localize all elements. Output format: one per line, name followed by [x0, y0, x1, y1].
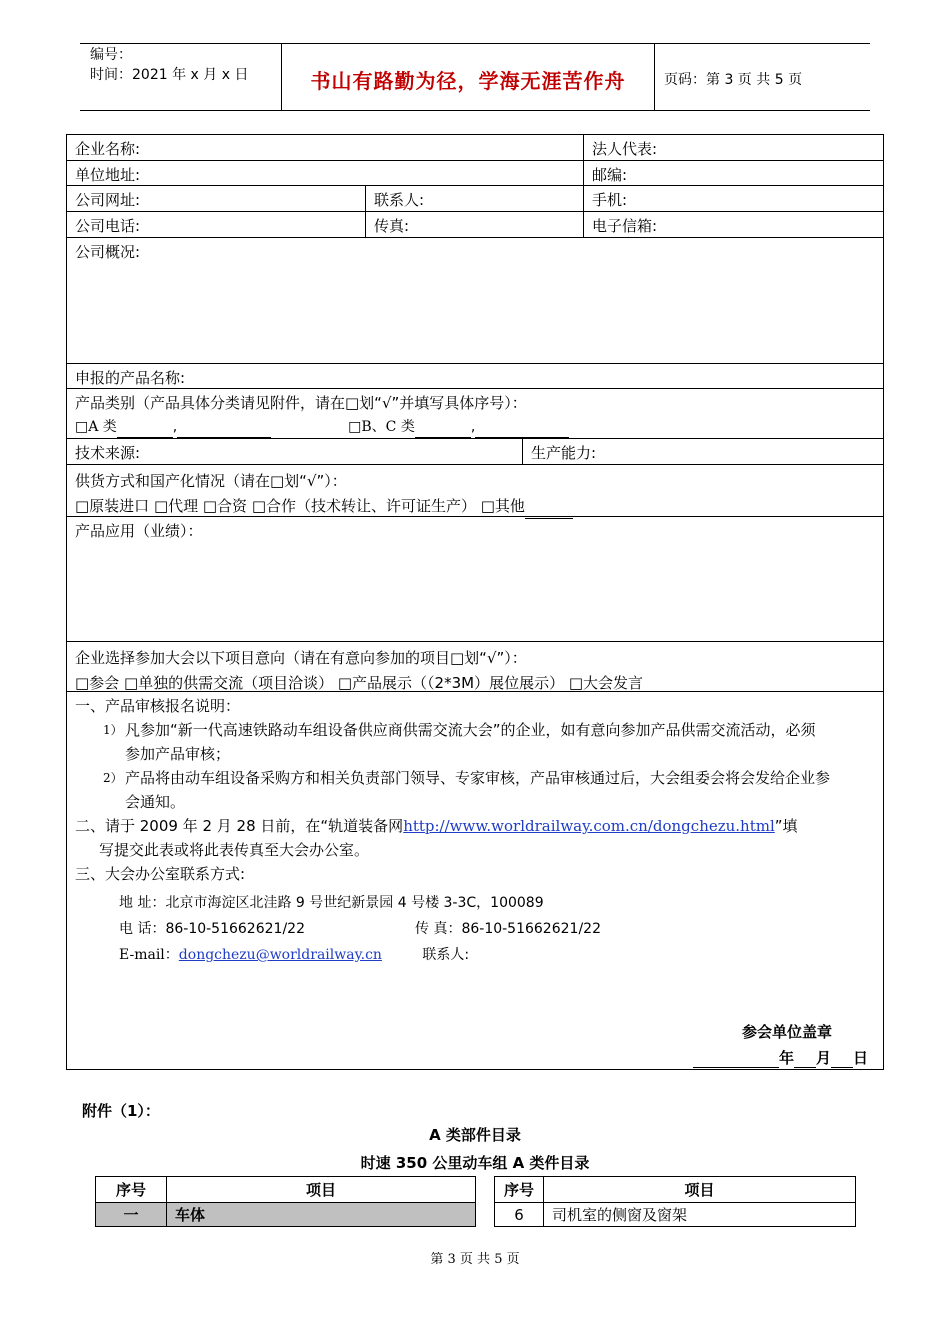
office-email-row: [119, 942, 875, 968]
tech-source-field[interactable]: 技术来源:: [75, 444, 141, 462]
note-text: 凡参加“新一代高速铁路动车组设备供应商供需交流大会”的企业，如有意向参加产品供需交流活动，必须: [125, 721, 816, 739]
row-number: 一: [96, 1203, 167, 1227]
email-field[interactable]: 电子信箱:: [583, 212, 883, 237]
form-row: [67, 642, 883, 692]
row-number: 6: [495, 1203, 544, 1227]
form-row: [67, 439, 883, 465]
office-fax: 传 真：86-10-51662621/22: [415, 921, 601, 937]
page-header: [80, 43, 870, 111]
office-phone-fax: [119, 916, 875, 942]
category-bc-checkbox[interactable]: □B、C 类: [348, 419, 415, 435]
supply-options[interactable]: □原装进口 □代理 □合资 □合作（技术转让、许可证生产） □其他: [75, 497, 525, 515]
company-name-field[interactable]: 企业名称:: [75, 140, 141, 158]
note-item: [75, 766, 875, 814]
date-day: 日: [853, 1049, 869, 1067]
page-footer: 第 3 页 共 5 页: [430, 1252, 520, 1267]
note-item: [75, 718, 875, 766]
fax-field[interactable]: 传真:: [365, 212, 583, 237]
date-year: 年: [779, 1049, 795, 1067]
product-name-field[interactable]: 申报的产品名称:: [75, 369, 186, 387]
product-category-field[interactable]: 产品类别（产品具体分类请见附件，请在□划“√”并填写具体序号）： □A 类 , □B、C 类 ,: [67, 389, 883, 438]
supply-mode-field[interactable]: [67, 465, 883, 516]
header-page-info: 页码：第 3 页 共 5 页: [664, 72, 803, 88]
form-row: [67, 238, 883, 364]
application-field[interactable]: 产品应用（业绩）：: [75, 522, 203, 540]
project-intent-label: 企业选择参加大会以下项目意向（请在有意向参加的项目□划“√”）：: [75, 649, 527, 667]
row-item: 车体: [167, 1203, 476, 1227]
header-meta: [90, 45, 248, 85]
form-row: [67, 364, 883, 389]
office-contact: 联系人:: [422, 947, 470, 963]
note-text: 参加产品审核；: [125, 745, 231, 763]
header-motto: 书山有路勤为径，学海无涯苦作舟: [310, 69, 626, 93]
notes-section: [75, 694, 875, 968]
mobile-field[interactable]: 手机:: [583, 186, 883, 211]
header-divider: [654, 43, 655, 111]
form-row: [67, 212, 883, 238]
note-text: ”填: [774, 817, 798, 835]
date-month: 月: [816, 1049, 832, 1067]
postcode-field[interactable]: 邮编:: [583, 161, 883, 185]
annex-title: A 类部件目录: [429, 1126, 521, 1144]
note-text: 会通知。: [125, 793, 186, 811]
annex-label: 附件（1）：: [82, 1102, 160, 1120]
phone-field[interactable]: 公司电话:: [75, 217, 141, 235]
header-bottom-rule: [80, 110, 870, 111]
office-address: 地 址：北京市海淀区北洼路 9 号世纪新景园 4 号楼 3-3C，100089: [119, 895, 544, 911]
note-text: 产品将由动车组设备采购方和相关负责部门领导、专家审核，产品审核通过后，大会组委会将会发给企业参: [125, 769, 831, 787]
email-label: E-mail：: [119, 947, 179, 963]
form-row: [67, 186, 883, 212]
table-row: [96, 1203, 476, 1227]
number-label: 编号：: [90, 47, 132, 63]
seal-label: 参会单位盖章: [742, 1023, 833, 1041]
notes-title-1: 一、产品审核报名说明：: [75, 697, 241, 715]
catalog-table-left: [95, 1176, 476, 1227]
annex-subtitle: 时速 350 公里动车组 A 类件目录: [360, 1154, 590, 1172]
registration-form: [66, 134, 884, 1070]
col-item: 项目: [544, 1177, 856, 1203]
form-row: [67, 161, 883, 186]
col-item: 项目: [167, 1177, 476, 1203]
note-number: 2）: [103, 771, 123, 785]
sign-date[interactable]: [693, 1047, 868, 1068]
notes-item-2: [75, 814, 875, 838]
table-row: [495, 1203, 856, 1227]
note-number: 1）: [103, 723, 123, 737]
office-phone: 电 话：86-10-51662621/22: [119, 921, 305, 937]
category-a-checkbox[interactable]: □A 类: [75, 419, 117, 435]
note-text: 二、请于 2009 年 2 月 28 日前，在“轨道装备网: [75, 817, 404, 835]
time-label: 时间：2021 年 x 月 x 日: [90, 67, 249, 83]
col-number: 序号: [495, 1177, 544, 1203]
form-row: [67, 389, 883, 439]
col-number: 序号: [96, 1177, 167, 1203]
railway-link[interactable]: http://www.worldrailway.com.cn/dongchezu.html: [403, 817, 775, 835]
header-top-rule: [80, 43, 870, 44]
project-intent-field[interactable]: [67, 642, 883, 691]
form-row: [67, 517, 883, 642]
office-email-link[interactable]: dongchezu@worldrailway.cn: [178, 947, 382, 963]
row-item: 司机室的侧窗及窗架: [544, 1203, 856, 1227]
notes-title-3: 三、大会办公室联系方式:: [75, 865, 246, 883]
capacity-field[interactable]: 生产能力:: [522, 439, 883, 464]
legal-rep-field[interactable]: 法人代表:: [583, 135, 883, 160]
note-text: 写提交此表或将此表传真至大会办公室。: [99, 841, 370, 859]
project-options[interactable]: □参会 □单独的供需交流（项目洽谈） □产品展示（（2*3M）展位展示） □大会发言: [75, 674, 644, 692]
contact-field[interactable]: 联系人:: [365, 186, 583, 211]
table-header: [495, 1177, 856, 1203]
supply-mode-label: 供货方式和国产化情况（请在□划“√”）：: [75, 472, 347, 490]
address-field[interactable]: 单位地址:: [75, 166, 141, 184]
form-row: [67, 465, 883, 517]
catalog-table-right: [494, 1176, 856, 1227]
table-header: [96, 1177, 476, 1203]
overview-field[interactable]: 公司概况:: [75, 243, 141, 261]
product-category-label: 产品类别（产品具体分类请见附件，请在□划“√”并填写具体序号）：: [75, 394, 527, 412]
form-row: [67, 135, 883, 161]
website-field[interactable]: 公司网址:: [75, 191, 141, 209]
